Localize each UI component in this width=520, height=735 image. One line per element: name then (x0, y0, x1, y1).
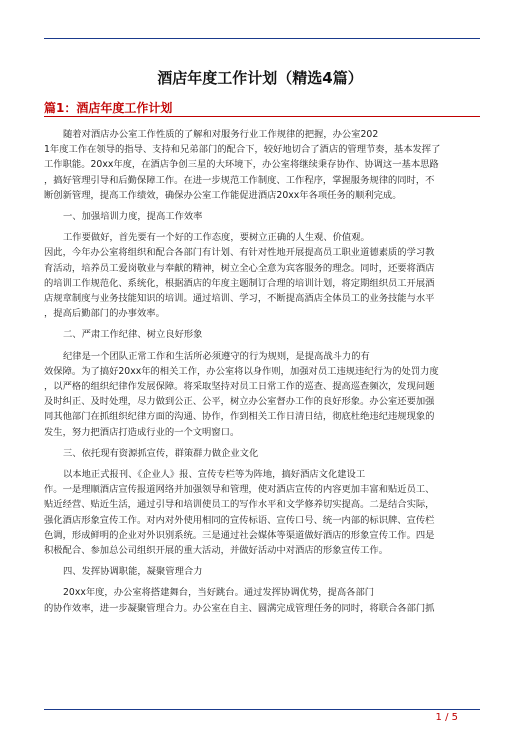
page-number: 1 / 5 (435, 712, 458, 723)
section4-line: 20xx年度，办公室将搭建舞台，当好跳台。通过发挥协调优势，提高各部门 (63, 587, 375, 599)
section3-line: 积极配合、参加总公司组织开展的重大活动，并做好活动中对酒店的形象宣传工作。 (44, 545, 388, 557)
heading-underline (44, 116, 480, 117)
section1-line: ，提高后勤部门的办事效率。 (44, 308, 165, 320)
section4-line: 的协作效率，进一步凝聚管理合力。办公室在自主、圆满完成管理任务的同时，将联合各部门抓 (44, 602, 435, 614)
section3-line: 以本地正式报刊、《企业人》报、宣传专栏等为阵地，搞好酒店文化建设工 (63, 469, 366, 481)
section2-line: 效保障。为了搞好20xx年的相关工作，办公室将以身作则，加强对员工违规违纪行为的处罚力度 (44, 365, 439, 377)
document-title: 酒店年度工作计划（精选4篇） (157, 69, 363, 87)
section1-line: 育活动，培养员工爱岗敬业与奉献的精神，树立全心全意为宾客服务的理念。同时，还要将酒店 (44, 262, 435, 274)
section2-line: 及时纠正、及时处理，尽力做到公正、公平，树立办公室督办工作的良好形象。办公室还要加强 (44, 396, 435, 408)
section1-line: 店规章制度与业务技能知识的培训。通过培训、学习，不断提高酒店全体员工的业务技能与水平 (44, 293, 435, 305)
intro-line: ，搞好管理引导和后勤保障工作。在进一步规范工作制度、工作程序，掌握服务规律的同时，不 (44, 174, 435, 186)
document-body (44, 127, 480, 616)
section1-line: 工作要做好，首先要有一个好的工作态度，要树立正确的人生观、价值观。 (63, 232, 370, 244)
intro-line: 1年度工作在领导的指导、支持和兄弟部门的配合下，较好地切合了酒店的管理节奏，基本发挥了 (44, 144, 441, 156)
intro-line: 断创新管理，提高工作绩效，确保办公室工作能促进酒店20xx年各项任务的顺利完成。 (44, 189, 402, 201)
intro-line: 工作职能。20xx年度，在酒店争创三星的大环境下，办公室将继续秉存协作、协调这一基本思路 (44, 159, 439, 171)
section-heading-2: 二、严肃工作纪律、树立良好形象 (63, 329, 203, 341)
section3-line: 强化酒店形象宣传工作。对内对外使用相同的宣传标语、宣传口号、统一内部的标识牌、宣传栏 (44, 514, 435, 526)
section-heading-3: 三、依托现有资源抓宣传，群策群力做企业文化 (63, 447, 259, 459)
header-rule (44, 38, 480, 39)
section1-line: 因此，今年办公室将组织和配合各部门有计划、有针对性地开展提高员工职业道德素质的学习教 (44, 247, 435, 259)
section3-line: 贴近经营、贴近生活，通过引导和培训使员工的写作水平和文学修养切实提高。二是结合实际， (44, 499, 435, 511)
section3-line: 色调，形成鲜明的企业对外识别系统。三是通过社会媒体等渠道做好酒店的形象宣传工作。四是 (44, 529, 435, 541)
section-heading-4: 四、发挥协调职能，凝聚管理合力 (63, 566, 203, 578)
section2-line: 同其他部门在抓组织纪律方面的沟通、协作，作到相关工作日清日结，彻底杜绝违纪违规现象的 (44, 411, 435, 423)
section3-line: 作。一是理顺酒店宣传报道网络并加强领导和管理，使对酒店宣传的内容更加丰富和贴近员工、 (44, 484, 435, 496)
footer-rule (44, 709, 480, 710)
intro-line: 随着对酒店办公室工作性质的了解和对服务行业工作规律的把握，办公室202 (63, 129, 379, 140)
section2-line: ，以严格的组织纪律作发展保障。将采取坚持对员工日常工作的巡查、提高巡查频次，发现问题 (44, 381, 435, 393)
section2-line: 纪律是一个团队正常工作和生活所必须遵守的行为规则，是提高战斗力的有 (63, 350, 370, 362)
article-heading: 篇1：酒店年度工作计划 (44, 101, 173, 115)
section-heading-1: 一、加强培训力度，提高工作效率 (63, 211, 203, 223)
section1-line: 的培训工作规范化、系统化，根据酒店的年度主题制订合理的培训计划，将定期组织员工开展酒 (44, 277, 435, 289)
section2-line: 发生，努力把酒店打造成行业的一个文明窗口。 (44, 426, 240, 438)
